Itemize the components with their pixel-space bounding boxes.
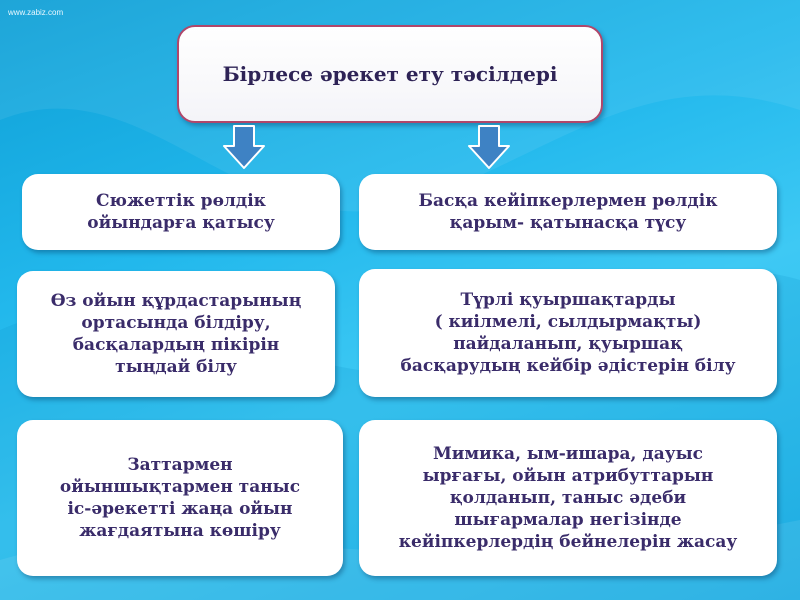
left-box-roleplay: Сюжеттік рөлдік ойындарға қатысу [22, 174, 340, 250]
watermark: www.zabiz.com [8, 8, 64, 17]
left-box-peers-opinion: Өз ойын құрдастарының ортасында білдіру, басқалардың пікірін тыңдай білу [17, 271, 335, 397]
arrow-down-icon [467, 124, 511, 170]
diagram-title: Бірлесе әрекет ету тәсілдері [177, 25, 603, 123]
arrow-down-icon [222, 124, 266, 170]
right-box-puppets: Түрлі қуыршақтарды ( киілмелі, сылдырмақты) пайдаланып, қуыршақ басқарудың кейбір әдістерін білу [359, 269, 777, 397]
right-box-role-communication: Басқа кейіпкерлермен рөлдік қарым- қатынасқа түсу [359, 174, 777, 250]
right-box-character-images: Мимика, ым-ишара, дауыс ырғағы, ойын атрибуттарын қолданып, таныс әдеби шығармалар негізінде кейіпкерлердің бейнелерін жасау [359, 420, 777, 576]
left-box-toys-transfer: Заттармен ойыншықтармен таныс іс-әрекетті жаңа ойын жағдаятына көшіру [17, 420, 343, 576]
